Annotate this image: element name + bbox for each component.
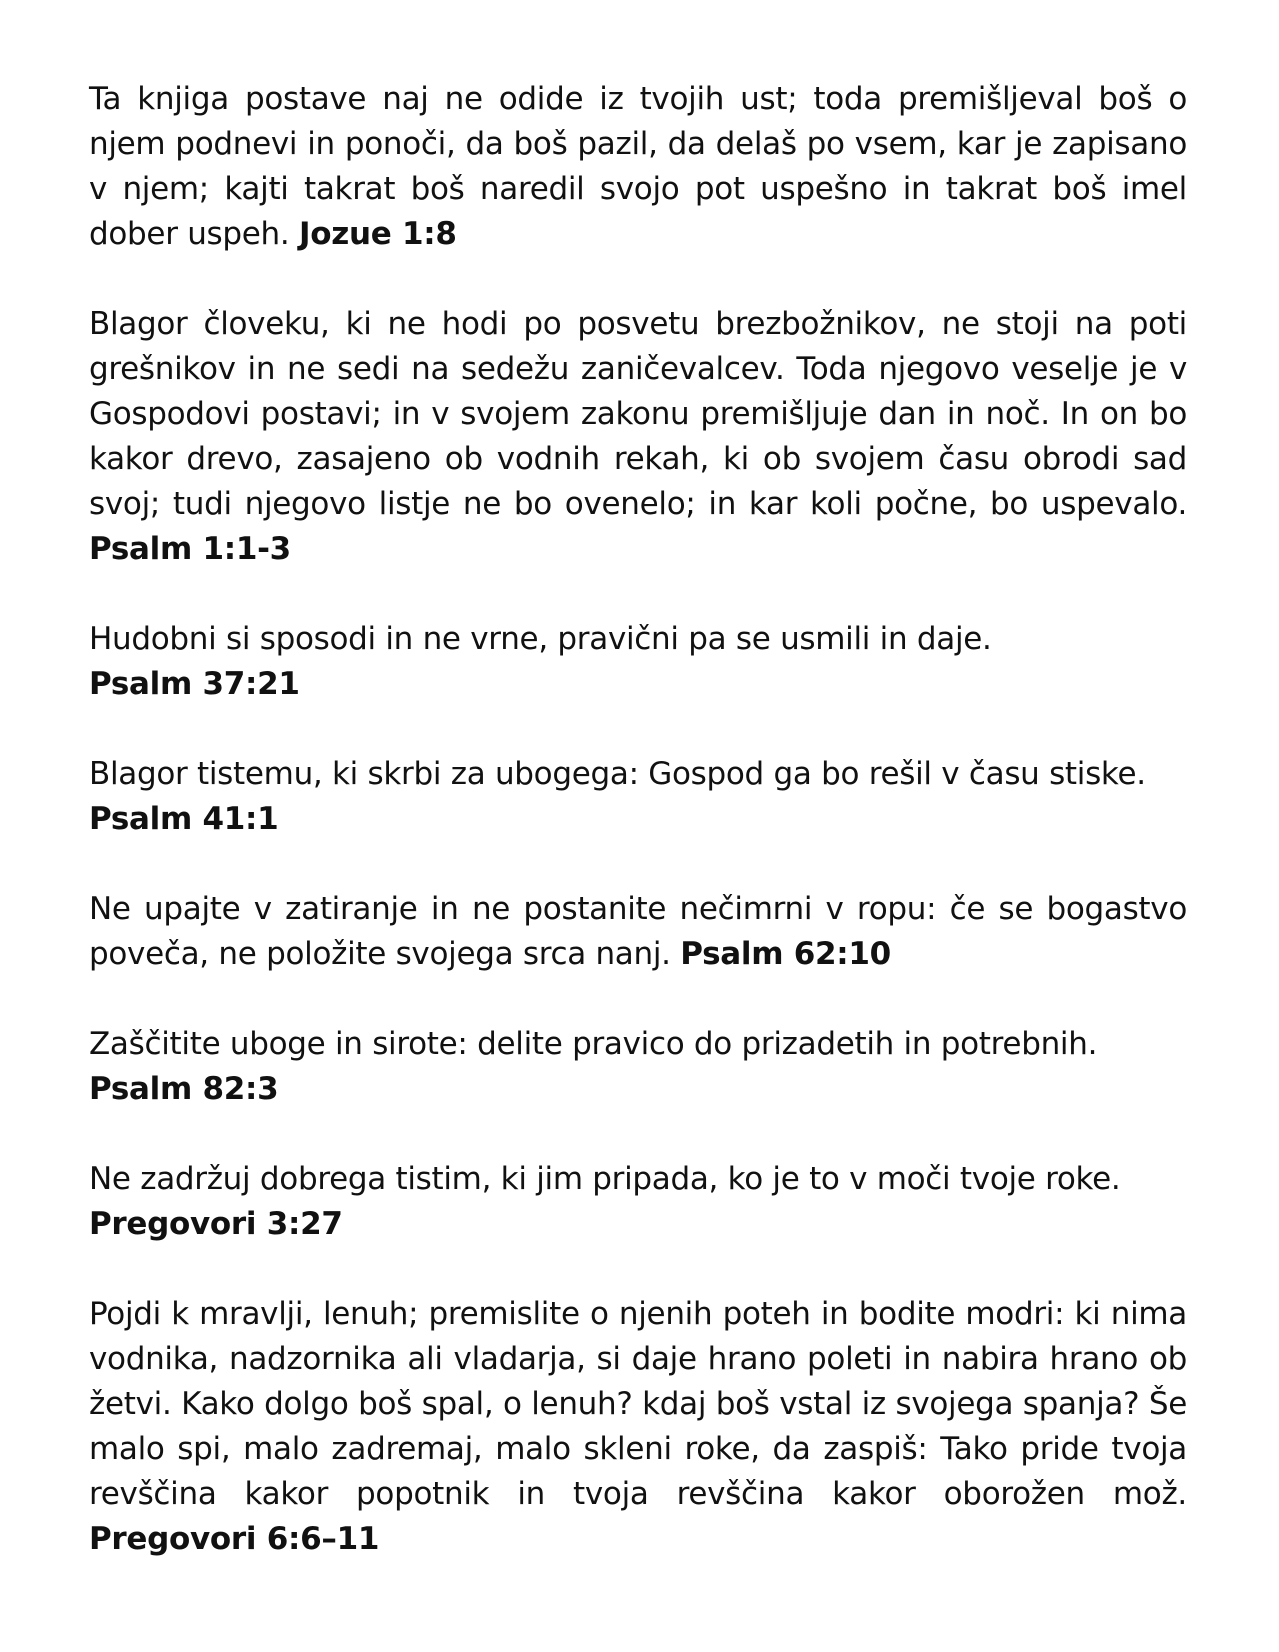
verse-reference: Jozue 1:8 (299, 216, 457, 252)
verse-text: Hudobni si sposodi in ne vrne, pravični pa se usmili in daje. (89, 621, 992, 657)
verse-proverbs-6-6-11 (89, 1292, 1187, 1562)
verse-reference: Pregovori 6:6–11 (89, 1521, 380, 1557)
verse-reference: Psalm 37:21 (89, 666, 300, 702)
verse-reference: Psalm 41:1 (89, 801, 279, 837)
verse-psalm-62-10 (89, 887, 1187, 977)
verse-psalm-37-21 (89, 617, 1187, 707)
verse-text: Blagor tistemu, ki skrbi za ubogega: Gospod ga bo rešil v času stiske. (89, 756, 1146, 792)
verse-text: Zaščitite uboge in sirote: delite pravico do prizadetih in potrebnih. (89, 1026, 1098, 1062)
verse-reference: Psalm 1:1-3 (89, 531, 291, 567)
document-page (89, 77, 1187, 1607)
verse-text: Ne upajte v zatiranje in ne postanite nečimrni v ropu: če se bogastvo poveča, ne položite svojega srca nanj. (89, 891, 1187, 972)
verse-reference: Pregovori 3:27 (89, 1206, 343, 1242)
verse-reference: Psalm 62:10 (680, 936, 891, 972)
verse-psalm-1-1-3 (89, 302, 1187, 572)
verse-text: Pojdi k mravlji, lenuh; premislite o njenih poteh in bodite modri: ki nima vodnika, nadzornika ali vladarja, si daje hrano poleti in nabira hrano ob žetvi. Kako dolgo boš spal, o lenuh? kdaj boš vstal iz svojega spanja? Še malo spi, malo zadremaj, malo skleni roke, da zaspiš: Tako pride tvoja revščina kakor popotnik in tvoja revščina kakor oborožen mož. (89, 1296, 1187, 1512)
verse-text: Ne zadržuj dobrega tistim, ki jim pripada, ko je to v moči tvoje roke. (89, 1161, 1121, 1197)
verse-reference: Psalm 82:3 (89, 1071, 279, 1107)
verse-psalm-41-1 (89, 752, 1187, 842)
verse-text: Blagor človeku, ki ne hodi po posvetu brezbožnikov, ne stoji na poti grešnikov in ne sedi na sedežu zaničevalcev. Toda njegovo veselje je v Gospodovi postavi; in v svojem zakonu premišljuje dan in noč. In on bo kakor drevo, zasajeno ob vodnih rekah, ki ob svojem času obrodi sad svoj; tudi njegovo listje ne bo ovenelo; in kar koli počne, bo uspevalo. (89, 306, 1187, 522)
verse-text: Ta knjiga postave naj ne odide iz tvojih ust; toda premišljeval boš o njem podnevi in ponoči, da boš pazil, da delaš po vsem, kar je zapisano v njem; kajti takrat boš naredil svojo pot uspešno in takrat boš imel dober uspeh. (89, 81, 1187, 252)
verse-proverbs-3-27 (89, 1157, 1187, 1247)
verse-joshua-1-8 (89, 77, 1187, 257)
verse-psalm-82-3 (89, 1022, 1187, 1112)
